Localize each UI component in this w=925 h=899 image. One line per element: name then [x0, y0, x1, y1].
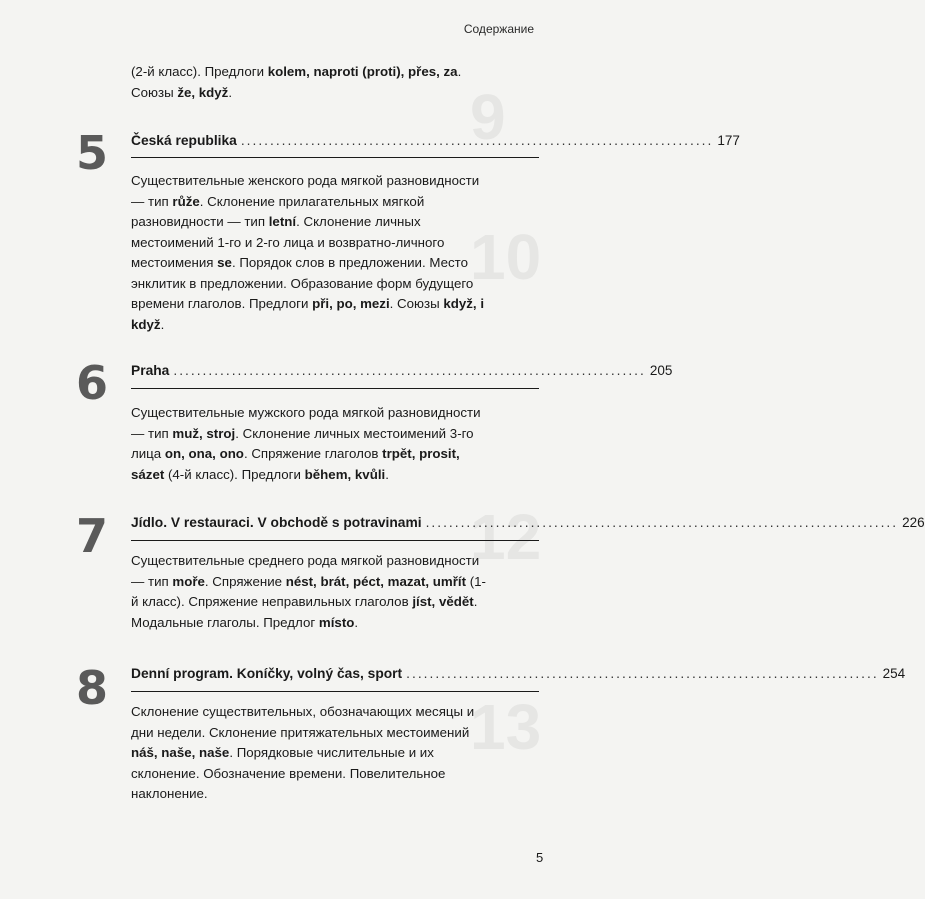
- text-run: . Модальные глаголы. Предлог: [131, 594, 478, 630]
- bold-term: že, když: [177, 84, 229, 100]
- chapter-title: Česká republika: [131, 133, 237, 148]
- chapter-title-row[interactable]: [131, 515, 925, 530]
- text-run: Склонение существительных, обозначающих месяцы и дни недели. Склонение притяжательных местоимений: [131, 704, 475, 740]
- chapter-title: Jídlo. V restauraci. V obchodě s potravinami: [131, 515, 422, 530]
- bold-term: růže: [172, 193, 200, 209]
- bold-term: během, kvůli: [304, 466, 386, 482]
- bold-term: místo: [318, 614, 355, 630]
- chapter-page-number: 205: [649, 363, 673, 378]
- text-run: (2-й класс). Предлоги: [131, 64, 268, 79]
- leader-dots: .................................................................................: [425, 515, 899, 530]
- bold-term: při, po, mezi: [312, 296, 390, 311]
- text-run: . Порядковые числительные и их склонение. Обозначение времени. Повелительное наклонение.: [131, 745, 446, 801]
- chapter-number: 6: [76, 356, 109, 410]
- bold-term: nést, brát, péct, mazat, umřít: [285, 573, 467, 589]
- chapter-description: [131, 702, 493, 805]
- chapter-description: [131, 403, 493, 485]
- bleed-through-decoration: 13: [470, 691, 542, 763]
- text-run: .: [160, 316, 165, 332]
- leader-dots: .................................................................................: [173, 363, 646, 378]
- bold-term: kolem, naproti (proti), přes, za: [267, 64, 458, 79]
- chapter-description: [131, 171, 493, 335]
- text-run: Существительные женского рода мягкой разновидности — тип: [131, 173, 480, 209]
- bold-term: letní: [268, 214, 297, 229]
- text-run: .: [228, 84, 233, 100]
- chapter-rule: [131, 388, 539, 389]
- text-run: . Спряжение глаголов: [243, 446, 383, 461]
- bold-term: on, ona, ono: [164, 446, 244, 461]
- page-number: 5: [536, 850, 544, 865]
- chapter-title-row[interactable]: [131, 666, 906, 681]
- chapter-rule: [131, 691, 539, 692]
- leader-dots: .................................................................................: [406, 666, 879, 681]
- chapter-title-row[interactable]: [131, 133, 740, 148]
- text-run: . Спряжение: [204, 573, 286, 589]
- text-run: . Порядок слов в предложении. Место энклитик в предложении. Образование форм будущего времени глаголов. Предлоги: [131, 255, 474, 311]
- bleed-through-decoration: 10: [470, 221, 542, 293]
- text-run: Существительные мужского рода мягкой разновидности — тип: [131, 405, 481, 441]
- chapter-description: [131, 551, 493, 633]
- bleed-through-decoration: 12: [470, 501, 542, 573]
- text-run: . Союзы: [131, 64, 462, 100]
- running-head: Содержание: [463, 22, 534, 36]
- text-run: . Склонение прилагательных мягкой разновидности — тип: [131, 193, 425, 229]
- bold-term: náš, naše, naše: [131, 745, 230, 760]
- chapter-page-number: 254: [882, 666, 906, 681]
- chapter-number: 7: [76, 509, 109, 563]
- bold-term: se: [217, 255, 232, 270]
- chapter-title: Denní program. Koníčky, volný čas, sport: [131, 666, 403, 681]
- text-run: .: [385, 466, 389, 482]
- text-run: (1-й класс). Спряжение неправильных глаголов: [131, 573, 486, 609]
- bold-term: trpět, prosit, sázet: [131, 446, 460, 482]
- bold-term: když, i když: [131, 296, 485, 332]
- chapter-title: Praha: [131, 363, 170, 378]
- text-run: .: [354, 614, 359, 630]
- text-run: Существительные среднего рода мягкой разновидности — тип: [131, 553, 480, 589]
- bold-term: jíst, vědět: [412, 594, 474, 609]
- intro-continuation: [131, 62, 491, 103]
- text-run: (4-й класс). Предлоги: [164, 466, 305, 482]
- chapter-rule: [131, 157, 539, 158]
- chapter-title-row[interactable]: [131, 363, 673, 378]
- chapter-page-number: 226: [902, 515, 925, 530]
- chapter-number: 8: [76, 661, 109, 715]
- chapter-number: 5: [76, 126, 109, 180]
- text-run: . Склонение личных местоимений 3-го лица: [131, 425, 474, 461]
- leader-dots: .................................................................................: [240, 133, 714, 148]
- bold-term: muž, stroj: [172, 425, 236, 441]
- chapter-rule: [131, 540, 539, 541]
- bold-term: moře: [172, 573, 205, 589]
- text-run: . Союзы: [389, 296, 444, 311]
- chapter-page-number: 177: [717, 133, 740, 148]
- bleed-through-decoration: 9: [470, 81, 506, 153]
- text-run: . Склонение личных местоимений 1-го и 2-го лица и возвратно-личного местоимения: [131, 214, 445, 270]
